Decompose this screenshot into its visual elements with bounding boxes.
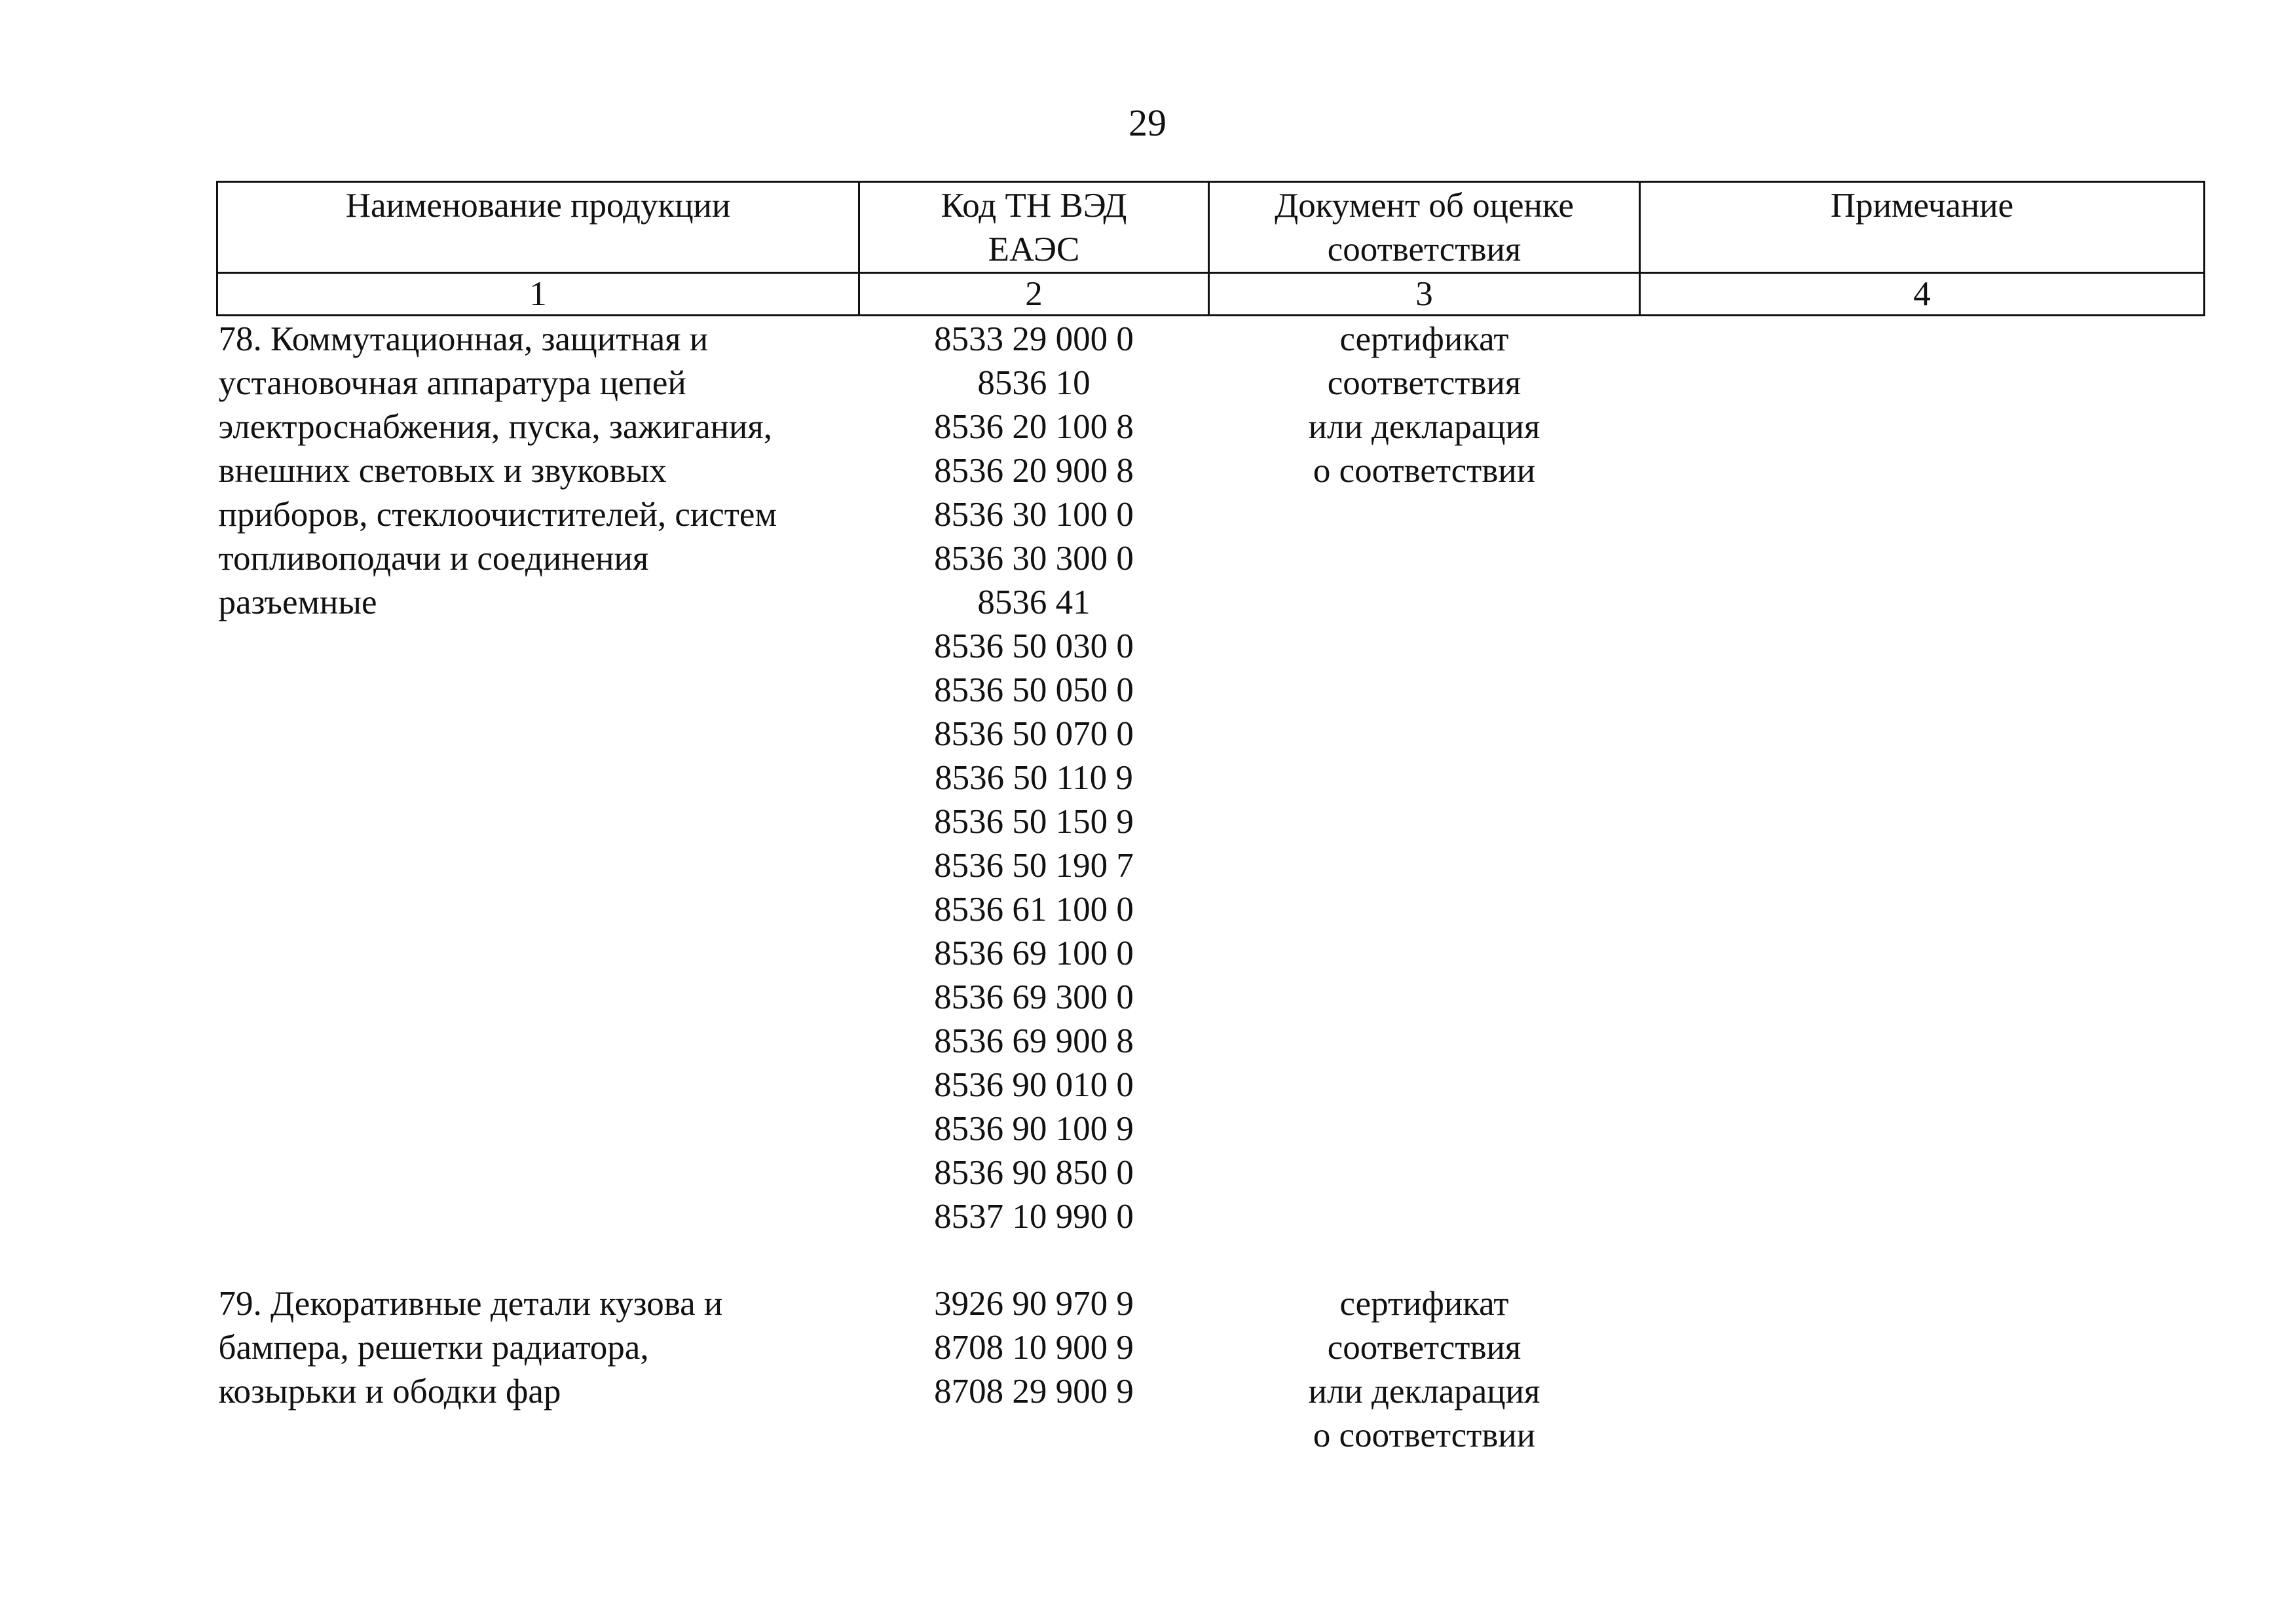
product-name-line: бампера, решетки радиатора, [218,1329,649,1367]
tn-ved-code: 8536 30 300 0 [934,540,1134,578]
tn-ved-code: 8708 29 900 9 [934,1373,1134,1411]
table-row [217,316,2205,1240]
tn-ved-codes-cell [859,1239,1209,1458]
column-number: 3 [1209,273,1640,316]
document-line: или декларация [1308,408,1540,446]
header-product-name [217,182,859,273]
header-conformity-document [1209,182,1640,273]
tn-ved-code: 8537 10 990 0 [934,1198,1134,1236]
product-name-line: внешних световых и звуковых [218,452,667,490]
tn-ved-code: 8536 50 190 7 [934,847,1134,885]
column-number: 4 [1640,273,2205,316]
tn-ved-code: 8536 10 [977,364,1091,402]
table-header-row [217,182,2205,273]
tn-ved-codes-cell [859,316,1209,1240]
header-line: ЕАЭС [988,231,1080,268]
conformity-document-cell [1209,316,1640,1240]
document-line: о соответствии [1313,1416,1536,1454]
tn-ved-code: 8536 30 100 0 [934,496,1134,534]
tn-ved-code: 8533 29 000 0 [934,320,1134,358]
document-line: или декларация [1308,1373,1540,1411]
header-line: Код ТН ВЭД [941,187,1127,225]
table-row [217,1239,2205,1458]
product-name-line: 79. Декоративные детали кузова и [218,1285,723,1323]
document-line: соответствия [1327,1329,1521,1367]
tn-ved-code: 8536 50 070 0 [934,715,1134,753]
header-line: Примечание [1830,187,2014,225]
tn-ved-code: 8536 90 850 0 [934,1154,1134,1192]
product-name-cell [217,316,859,1240]
product-name-line: установочная аппаратура цепей [218,364,686,402]
document-line: сертификат [1339,1285,1509,1323]
column-number: 1 [217,273,859,316]
product-name-line: приборов, стеклоочистителей, систем [218,496,777,534]
tn-ved-code: 8536 69 100 0 [934,934,1134,972]
header-line: соответствия [1327,231,1521,268]
tn-ved-code: 8536 20 900 8 [934,452,1134,490]
product-name-line: разъемные [218,583,377,621]
header-tn-ved-code [859,182,1209,273]
product-name-line: электроснабжения, пуска, зажигания, [218,408,772,446]
product-table [216,181,2205,1458]
tn-ved-code: 8536 90 010 0 [934,1066,1134,1104]
document-line: соответствия [1327,364,1521,402]
header-line: Документ об оценке [1275,187,1574,225]
tn-ved-code: 8536 20 100 8 [934,408,1134,446]
page-number: 29 [1129,101,1166,144]
tn-ved-code: 8536 69 300 0 [934,978,1134,1016]
note-cell [1640,1239,2205,1458]
document-line: о соответствии [1313,452,1536,490]
header-note [1640,182,2205,273]
tn-ved-code: 8536 50 050 0 [934,671,1134,709]
document-line: сертификат [1339,320,1509,358]
tn-ved-code: 8536 61 100 0 [934,891,1134,929]
product-name-line: 78. Коммутационная, защитная и [218,320,709,358]
product-name-line: козырьки и ободки фар [218,1373,561,1411]
tn-ved-code: 3926 90 970 9 [934,1285,1134,1323]
tn-ved-code: 8536 50 110 9 [935,759,1133,797]
header-line: Наименование продукции [345,187,731,225]
note-cell [1640,316,2205,1240]
tn-ved-code: 8536 69 900 8 [934,1022,1134,1060]
product-name-line: топливоподачи и соединения [218,540,649,578]
column-number: 2 [859,273,1209,316]
product-name-cell [217,1239,859,1458]
tn-ved-code: 8536 41 [977,583,1091,621]
tn-ved-code: 8536 50 030 0 [934,627,1134,665]
table-body [217,316,2205,1458]
tn-ved-code: 8536 50 150 9 [934,803,1134,841]
column-number-row [217,273,2205,316]
tn-ved-code: 8708 10 900 9 [934,1329,1134,1367]
tn-ved-code: 8536 90 100 9 [934,1110,1134,1148]
conformity-document-cell [1209,1239,1640,1458]
